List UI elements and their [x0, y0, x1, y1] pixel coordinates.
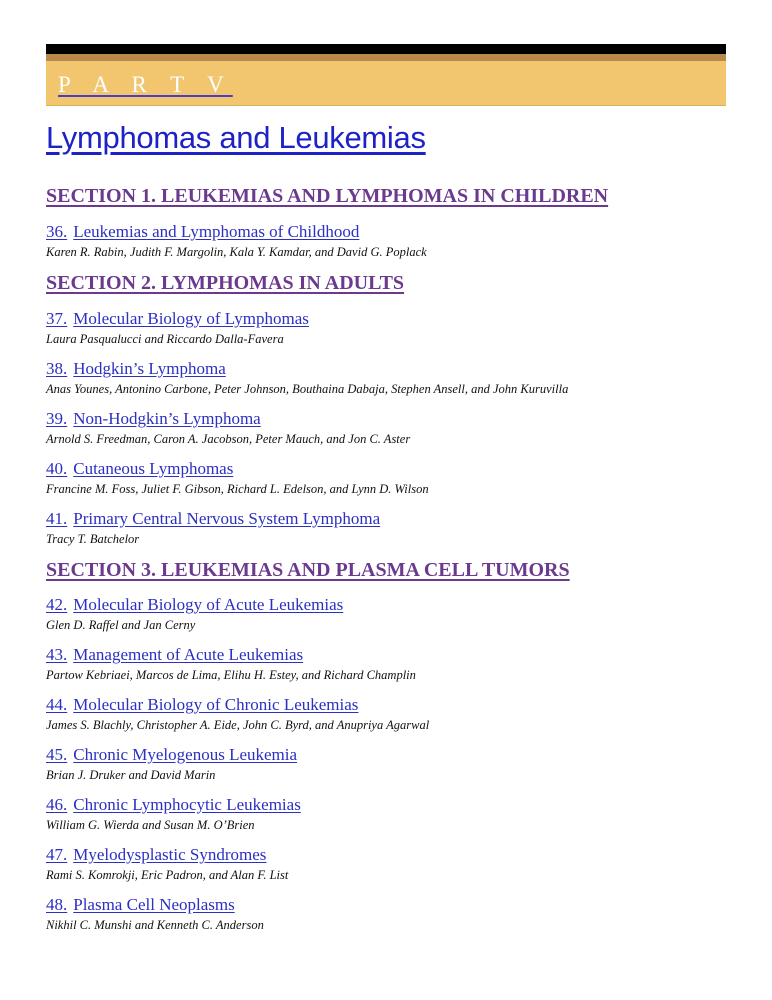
- chapter-title-link[interactable]: Leukemias and Lymphomas of Childhood: [73, 222, 360, 241]
- chapter-title-link[interactable]: Molecular Biology of Chronic Leukemias: [73, 695, 359, 714]
- part-banner: [46, 44, 726, 106]
- banner-band: [46, 61, 726, 106]
- chapter-authors: William G. Wierda and Susan M. O’Brien: [46, 818, 255, 832]
- chapter-number-link[interactable]: 37.: [46, 309, 68, 328]
- chapter-43: [46, 645, 416, 683]
- chapter-44: [46, 695, 429, 733]
- chapter-title-link[interactable]: Chronic Myelogenous Leukemia: [73, 745, 298, 764]
- chapter-number-link[interactable]: 40.: [46, 459, 68, 478]
- chapter-authors: Laura Pasqualucci and Riccardo Dalla-Favera: [46, 332, 284, 346]
- chapter-48: [46, 895, 264, 933]
- chapter-number-link[interactable]: 39.: [46, 409, 68, 428]
- chapter-authors: James S. Blachly, Christopher A. Eide, John C. Byrd, and Anupriya Agarwal: [46, 718, 430, 732]
- banner-top-rule: [46, 44, 726, 54]
- part-title-link[interactable]: Lymphomas and Leukemias: [46, 120, 426, 155]
- chapter-number-link[interactable]: 44.: [46, 695, 68, 714]
- part-label-link[interactable]: P A R T V: [58, 72, 233, 97]
- chapter-authors: Anas Younes, Antonino Carbone, Peter Johnson, Bouthaina Dabaja, Stephen Ansell, and John Kuruvilla: [46, 382, 569, 396]
- chapter-authors: Arnold S. Freedman, Caron A. Jacobson, Peter Mauch, and Jon C. Aster: [46, 432, 411, 446]
- chapter-37: [46, 309, 309, 347]
- chapter-36: [46, 222, 427, 260]
- chapter-number-link[interactable]: 48.: [46, 895, 68, 914]
- chapter-authors: Partow Kebriaei, Marcos de Lima, Elihu H. Estey, and Richard Champlin: [46, 668, 416, 682]
- chapter-authors: Francine M. Foss, Juliet F. Gibson, Richard L. Edelson, and Lynn D. Wilson: [46, 482, 429, 496]
- banner-mid-rule: [46, 54, 726, 61]
- chapter-title-link[interactable]: Hodgkin’s Lymphoma: [73, 359, 226, 378]
- chapter-title-link[interactable]: Cutaneous Lymphomas: [73, 459, 234, 478]
- chapter-title-link[interactable]: Plasma Cell Neoplasms: [73, 895, 235, 914]
- section-heading-2[interactable]: SECTION 2. LYMPHOMAS IN ADULTS: [46, 272, 405, 294]
- section-heading-3[interactable]: SECTION 3. LEUKEMIAS AND PLASMA CELL TUMORS: [46, 559, 570, 581]
- chapter-39: [46, 409, 410, 447]
- chapter-41: [46, 509, 380, 547]
- chapter-number-link[interactable]: 41.: [46, 509, 68, 528]
- chapter-title-link[interactable]: Molecular Biology of Lymphomas: [73, 309, 309, 328]
- chapter-authors: Glen D. Raffel and Jan Cerny: [46, 618, 196, 632]
- chapter-47: [46, 845, 288, 883]
- chapter-title-link[interactable]: Non-Hodgkin’s Lymphoma: [73, 409, 261, 428]
- chapter-number-link[interactable]: 46.: [46, 795, 68, 814]
- chapter-authors: Brian J. Druker and David Marin: [46, 768, 216, 782]
- chapter-40: [46, 459, 429, 497]
- chapter-title-link[interactable]: Management of Acute Leukemias: [73, 645, 304, 664]
- chapter-number-link[interactable]: 43.: [46, 645, 68, 664]
- chapter-authors: Nikhil C. Munshi and Kenneth C. Anderson: [46, 918, 264, 932]
- chapter-authors: Tracy T. Batchelor: [46, 532, 140, 546]
- chapter-authors: Karen R. Rabin, Judith F. Margolin, Kala Y. Kamdar, and David G. Poplack: [46, 245, 427, 259]
- chapter-46: [46, 795, 301, 833]
- chapter-45: [46, 745, 297, 783]
- section-heading-1[interactable]: SECTION 1. LEUKEMIAS AND LYMPHOMAS IN CHILDREN: [46, 185, 609, 207]
- chapter-number-link[interactable]: 42.: [46, 595, 68, 614]
- chapter-title-link[interactable]: Primary Central Nervous System Lymphoma: [73, 509, 381, 528]
- chapter-number-link[interactable]: 45.: [46, 745, 68, 764]
- chapter-title-link[interactable]: Molecular Biology of Acute Leukemias: [73, 595, 344, 614]
- toc-page: [46, 44, 726, 932]
- chapter-38: [46, 359, 568, 397]
- chapter-number-link[interactable]: 38.: [46, 359, 68, 378]
- chapter-number-link[interactable]: 36.: [46, 222, 68, 241]
- chapter-42: [46, 595, 343, 633]
- chapter-number-link[interactable]: 47.: [46, 845, 68, 864]
- chapter-title-link[interactable]: Chronic Lymphocytic Leukemias: [73, 795, 301, 814]
- chapter-authors: Rami S. Komrokji, Eric Padron, and Alan F. List: [46, 868, 289, 882]
- chapter-title-link[interactable]: Myelodysplastic Syndromes: [73, 845, 267, 864]
